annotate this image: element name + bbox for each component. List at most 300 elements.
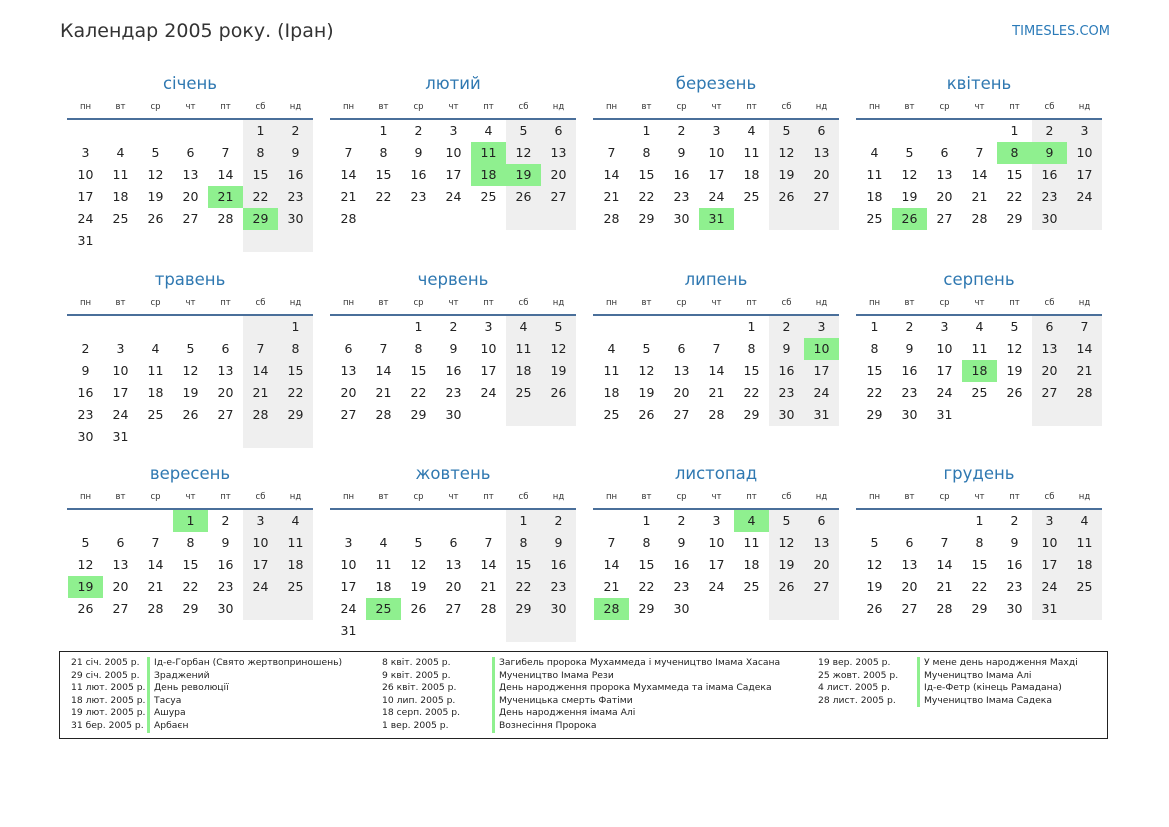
day-cell: 29	[506, 598, 541, 620]
day-cell: 25	[971, 385, 988, 400]
weekday-label: чт	[711, 102, 722, 112]
day-cell: 2	[541, 510, 576, 532]
day-cell: 5	[769, 120, 804, 142]
day-cell: 28	[243, 404, 278, 426]
day-blank	[962, 404, 997, 426]
day-blank	[401, 620, 436, 642]
day-blank	[173, 426, 208, 448]
weekday-label: чт	[448, 298, 459, 308]
holiday-day-cell: 18	[962, 360, 997, 382]
day-cell: 5	[506, 120, 541, 142]
day-cell: 4	[747, 123, 756, 138]
day-cell: 15	[866, 363, 883, 378]
day-cell: 24	[340, 601, 357, 616]
day-cell: 27	[217, 407, 234, 422]
holiday-day-cell: 28	[594, 598, 629, 620]
day-cell: 22	[638, 579, 655, 594]
weekday-header	[593, 100, 839, 120]
day-cell: 12	[541, 338, 576, 360]
day-cell: 18	[1067, 554, 1102, 576]
holiday-day-cell: 19	[68, 576, 103, 598]
month-11	[593, 464, 839, 620]
weekday-label: нд	[815, 102, 828, 112]
day-blank	[331, 120, 366, 142]
day-cell: 1	[379, 123, 388, 138]
day-cell: 27	[541, 186, 576, 208]
day-cell: 6	[221, 341, 230, 356]
holiday-date: 19 лют. 2005 р.	[71, 707, 146, 719]
holiday-date: 8 квіт. 2005 р.	[382, 657, 451, 668]
day-blank	[699, 316, 734, 338]
day-cell: 6	[116, 535, 125, 550]
day-cell: 1	[870, 319, 879, 334]
day-cell: 25	[866, 211, 883, 226]
holiday-name: Зраджений	[147, 670, 210, 683]
day-cell: 12	[77, 557, 94, 572]
day-cell: 30	[1006, 601, 1023, 616]
holiday-day-cell: 8	[997, 142, 1032, 164]
day-cell: 12	[769, 532, 804, 554]
day-cell: 16	[769, 360, 804, 382]
day-blank	[734, 598, 769, 620]
day-cell: 15	[638, 167, 655, 182]
day-blank	[1067, 598, 1102, 620]
day-cell: 5	[870, 535, 879, 550]
day-cell: 21	[1067, 360, 1102, 382]
day-blank	[927, 510, 962, 532]
holiday-day-cell: 21	[208, 186, 243, 208]
day-cell: 12	[147, 167, 164, 182]
day-blank	[173, 120, 208, 142]
month-name: червень	[417, 270, 489, 289]
weekday-label: сб	[255, 298, 266, 308]
day-cell: 14	[708, 363, 725, 378]
day-blank	[278, 426, 313, 448]
day-cell: 4	[1067, 510, 1102, 532]
weekday-label: вт	[641, 298, 652, 308]
day-cell: 11	[112, 167, 129, 182]
weekday-header	[330, 490, 576, 510]
day-cell: 24	[936, 385, 953, 400]
day-cell: 4	[116, 145, 125, 160]
day-cell: 5	[186, 341, 195, 356]
day-blank	[208, 316, 243, 338]
day-cell: 6	[940, 145, 949, 160]
day-cell: 19	[769, 554, 804, 576]
holiday-date: 11 лют. 2005 р.	[71, 682, 146, 694]
day-cell: 20	[804, 164, 839, 186]
page-title: Календар 2005 року. (Іран)	[60, 20, 334, 42]
day-cell: 19	[541, 360, 576, 382]
day-grid	[593, 120, 839, 230]
weekday-label: чт	[711, 298, 722, 308]
month-8	[856, 270, 1102, 426]
day-blank	[471, 510, 506, 532]
day-cell: 14	[147, 557, 164, 572]
day-cell: 18	[866, 189, 883, 204]
weekday-label: ср	[939, 298, 950, 308]
weekday-label: пт	[220, 492, 231, 502]
day-cell: 15	[971, 557, 988, 572]
day-cell: 25	[506, 382, 541, 404]
site-link[interactable]: TIMESLES.COM	[1012, 24, 1110, 39]
day-cell: 9	[414, 145, 423, 160]
day-cell: 5	[642, 341, 651, 356]
day-cell: 16	[901, 363, 918, 378]
day-cell: 1	[642, 513, 651, 528]
day-cell: 3	[344, 535, 353, 550]
holiday-date: 29 січ. 2005 р.	[71, 669, 140, 681]
day-cell: 7	[221, 145, 230, 160]
day-cell: 14	[243, 360, 278, 382]
day-cell: 11	[743, 535, 760, 550]
weekday-label: нд	[815, 298, 828, 308]
day-cell: 25	[147, 407, 164, 422]
day-cell: 27	[673, 407, 690, 422]
day-blank	[436, 620, 471, 642]
day-cell: 24	[804, 382, 839, 404]
day-cell: 22	[243, 186, 278, 208]
day-cell: 26	[77, 601, 94, 616]
month-9	[67, 464, 313, 620]
day-cell: 24	[445, 189, 462, 204]
weekday-label: пт	[220, 298, 231, 308]
day-grid	[856, 120, 1102, 230]
weekday-label: ср	[939, 102, 950, 112]
day-cell: 18	[375, 579, 392, 594]
weekday-label: нд	[815, 492, 828, 502]
day-cell: 2	[1010, 513, 1019, 528]
day-cell: 22	[1006, 189, 1023, 204]
day-cell: 3	[712, 123, 721, 138]
weekday-label: сб	[781, 492, 792, 502]
day-cell: 9	[905, 341, 914, 356]
weekday-label: пт	[1009, 102, 1020, 112]
day-cell: 1	[243, 120, 278, 142]
day-blank	[103, 120, 138, 142]
day-cell: 23	[541, 576, 576, 598]
day-cell: 14	[971, 167, 988, 182]
day-cell: 3	[1067, 120, 1102, 142]
day-cell: 11	[866, 167, 883, 182]
holiday-day-cell: 26	[892, 208, 927, 230]
day-cell: 7	[607, 535, 616, 550]
day-cell: 30	[769, 404, 804, 426]
day-cell: 7	[607, 145, 616, 160]
weekday-header	[330, 100, 576, 120]
weekday-label: вт	[378, 102, 389, 112]
day-cell: 9	[677, 145, 686, 160]
day-cell: 19	[866, 579, 883, 594]
day-cell: 22	[743, 385, 760, 400]
day-cell: 13	[1032, 338, 1067, 360]
month-7	[593, 270, 839, 426]
day-cell: 31	[804, 404, 839, 426]
day-cell: 17	[708, 557, 725, 572]
day-cell: 21	[603, 579, 620, 594]
day-cell: 24	[1067, 186, 1102, 208]
weekday-label: пт	[483, 492, 494, 502]
day-cell: 21	[340, 189, 357, 204]
day-cell: 6	[804, 120, 839, 142]
day-cell: 26	[866, 601, 883, 616]
day-cell: 23	[1032, 186, 1067, 208]
day-cell: 19	[901, 189, 918, 204]
day-cell: 31	[340, 623, 357, 638]
day-cell: 16	[410, 167, 427, 182]
day-cell: 21	[375, 385, 392, 400]
day-blank	[278, 598, 313, 620]
day-cell: 16	[541, 554, 576, 576]
day-cell: 5	[81, 535, 90, 550]
day-cell: 3	[484, 319, 493, 334]
day-cell: 7	[344, 145, 353, 160]
day-cell: 11	[375, 557, 392, 572]
day-blank	[331, 316, 366, 338]
day-cell: 19	[1006, 363, 1023, 378]
day-cell: 14	[340, 167, 357, 182]
weekday-label: нд	[552, 298, 565, 308]
day-cell: 13	[901, 557, 918, 572]
day-cell: 18	[112, 189, 129, 204]
day-blank	[173, 316, 208, 338]
day-cell: 10	[1032, 532, 1067, 554]
holiday-name: День народження імама Алі	[492, 707, 635, 720]
day-cell: 12	[182, 363, 199, 378]
day-cell: 13	[340, 363, 357, 378]
day-cell: 18	[506, 360, 541, 382]
day-cell: 7	[940, 535, 949, 550]
day-cell: 10	[112, 363, 129, 378]
day-blank	[208, 230, 243, 252]
day-blank	[892, 120, 927, 142]
day-cell: 10	[1067, 142, 1102, 164]
day-blank	[366, 510, 401, 532]
day-cell: 25	[743, 579, 760, 594]
day-cell: 17	[480, 363, 497, 378]
month-1	[67, 74, 313, 252]
weekday-label: сб	[1044, 102, 1055, 112]
day-blank	[138, 230, 173, 252]
day-cell: 22	[506, 576, 541, 598]
day-cell: 15	[243, 164, 278, 186]
day-blank	[208, 426, 243, 448]
holiday-name: Ашура	[147, 707, 186, 720]
holiday-name: У мене день народження Махді	[917, 657, 1078, 670]
month-name: серпень	[943, 270, 1015, 289]
day-cell: 9	[81, 363, 90, 378]
day-cell: 21	[147, 579, 164, 594]
holiday-name: Мучеництво Імама Рези	[492, 670, 614, 683]
day-cell: 13	[673, 363, 690, 378]
day-grid	[856, 510, 1102, 620]
day-cell: 20	[901, 579, 918, 594]
month-3	[593, 74, 839, 230]
day-cell: 29	[278, 404, 313, 426]
day-cell: 26	[147, 211, 164, 226]
weekday-label: пн	[868, 102, 881, 112]
holiday-date: 10 лип. 2005 р.	[382, 694, 456, 706]
weekday-label: ср	[413, 102, 424, 112]
day-cell: 29	[866, 407, 883, 422]
day-cell: 11	[147, 363, 164, 378]
day-cell: 4	[975, 319, 984, 334]
weekday-label: пт	[1009, 298, 1020, 308]
day-cell: 23	[410, 189, 427, 204]
day-cell: 10	[243, 532, 278, 554]
day-cell: 21	[708, 385, 725, 400]
weekday-label: сб	[518, 492, 529, 502]
day-cell: 8	[642, 535, 651, 550]
day-cell: 31	[936, 407, 953, 422]
weekday-label: ср	[413, 298, 424, 308]
holiday-day-cell: 1	[173, 510, 208, 532]
day-cell: 27	[112, 601, 129, 616]
day-cell: 3	[116, 341, 125, 356]
day-cell: 25	[1067, 576, 1102, 598]
day-cell: 28	[1067, 382, 1102, 404]
day-blank	[857, 120, 892, 142]
day-cell: 8	[379, 145, 388, 160]
weekday-label: пн	[79, 102, 92, 112]
day-cell: 11	[743, 145, 760, 160]
month-4	[856, 74, 1102, 230]
day-blank	[629, 316, 664, 338]
day-cell: 9	[449, 341, 458, 356]
day-cell: 23	[1006, 579, 1023, 594]
day-cell: 28	[971, 211, 988, 226]
day-blank	[997, 404, 1032, 426]
day-cell: 13	[936, 167, 953, 182]
day-blank	[103, 510, 138, 532]
day-cell: 9	[221, 535, 230, 550]
day-blank	[1067, 404, 1102, 426]
day-cell: 17	[77, 189, 94, 204]
day-cell: 14	[603, 557, 620, 572]
day-cell: 8	[642, 145, 651, 160]
weekday-label: вт	[115, 102, 126, 112]
day-cell: 13	[541, 142, 576, 164]
day-cell: 20	[936, 189, 953, 204]
day-cell: 8	[186, 535, 195, 550]
day-grid	[593, 510, 839, 620]
day-blank	[804, 598, 839, 620]
day-cell: 16	[673, 167, 690, 182]
day-cell: 26	[410, 601, 427, 616]
weekday-label: ср	[150, 102, 161, 112]
day-cell: 23	[77, 407, 94, 422]
day-grid	[856, 316, 1102, 426]
day-blank	[927, 120, 962, 142]
day-cell: 9	[1010, 535, 1019, 550]
month-name: вересень	[149, 464, 231, 483]
day-cell: 13	[445, 557, 462, 572]
weekday-label: пт	[483, 102, 494, 112]
day-blank	[471, 620, 506, 642]
day-blank	[401, 510, 436, 532]
day-cell: 22	[375, 189, 392, 204]
day-cell: 3	[1032, 510, 1067, 532]
day-cell: 22	[638, 189, 655, 204]
weekday-header	[593, 296, 839, 316]
day-cell: 16	[217, 557, 234, 572]
month-10	[330, 464, 576, 642]
day-cell: 14	[480, 557, 497, 572]
day-cell: 20	[340, 385, 357, 400]
day-cell: 26	[1006, 385, 1023, 400]
weekday-label: пн	[342, 298, 355, 308]
day-cell: 18	[147, 385, 164, 400]
weekday-label: сб	[1044, 298, 1055, 308]
day-blank	[208, 120, 243, 142]
day-cell: 17	[112, 385, 129, 400]
day-cell: 18	[743, 557, 760, 572]
day-cell: 16	[673, 557, 690, 572]
weekday-label: нд	[289, 492, 302, 502]
holiday-name: Ід-е-Горбан (Свято жертвоприношень)	[147, 657, 342, 670]
day-cell: 7	[151, 535, 160, 550]
day-cell: 3	[940, 319, 949, 334]
holiday-day-cell: 18	[471, 164, 506, 186]
day-cell: 5	[151, 145, 160, 160]
day-blank	[1067, 208, 1102, 230]
day-cell: 30	[541, 598, 576, 620]
day-cell: 19	[769, 164, 804, 186]
day-blank	[366, 620, 401, 642]
holiday-date: 9 квіт. 2005 р.	[382, 669, 451, 681]
holiday-date: 4 лист. 2005 р.	[818, 682, 890, 694]
day-blank	[541, 620, 576, 642]
day-cell: 20	[541, 164, 576, 186]
day-cell: 9	[278, 142, 313, 164]
day-cell: 8	[414, 341, 423, 356]
day-blank	[138, 316, 173, 338]
day-cell: 22	[410, 385, 427, 400]
day-cell: 30	[673, 601, 690, 616]
day-cell: 7	[243, 338, 278, 360]
holiday-date: 28 лист. 2005 р.	[818, 694, 896, 706]
day-cell: 5	[769, 510, 804, 532]
day-cell: 12	[1006, 341, 1023, 356]
day-cell: 6	[677, 341, 686, 356]
weekday-header	[593, 490, 839, 510]
day-cell: 29	[410, 407, 427, 422]
weekday-label: ср	[150, 298, 161, 308]
day-blank	[471, 404, 506, 426]
day-cell: 24	[708, 189, 725, 204]
day-cell: 12	[901, 167, 918, 182]
day-cell: 26	[638, 407, 655, 422]
day-cell: 29	[638, 211, 655, 226]
day-cell: 30	[217, 601, 234, 616]
weekday-label: пн	[79, 492, 92, 502]
day-cell: 14	[217, 167, 234, 182]
weekday-label: сб	[255, 492, 266, 502]
weekday-header	[67, 296, 313, 316]
day-cell: 29	[971, 601, 988, 616]
day-cell: 26	[506, 186, 541, 208]
day-cell: 30	[1032, 208, 1067, 230]
weekday-label: пн	[342, 492, 355, 502]
day-cell: 24	[708, 579, 725, 594]
weekday-label: вт	[904, 492, 915, 502]
day-blank	[331, 510, 366, 532]
weekday-label: ср	[676, 298, 687, 308]
day-blank	[699, 598, 734, 620]
day-blank	[68, 316, 103, 338]
weekday-label: нд	[552, 102, 565, 112]
weekday-label: ср	[413, 492, 424, 502]
